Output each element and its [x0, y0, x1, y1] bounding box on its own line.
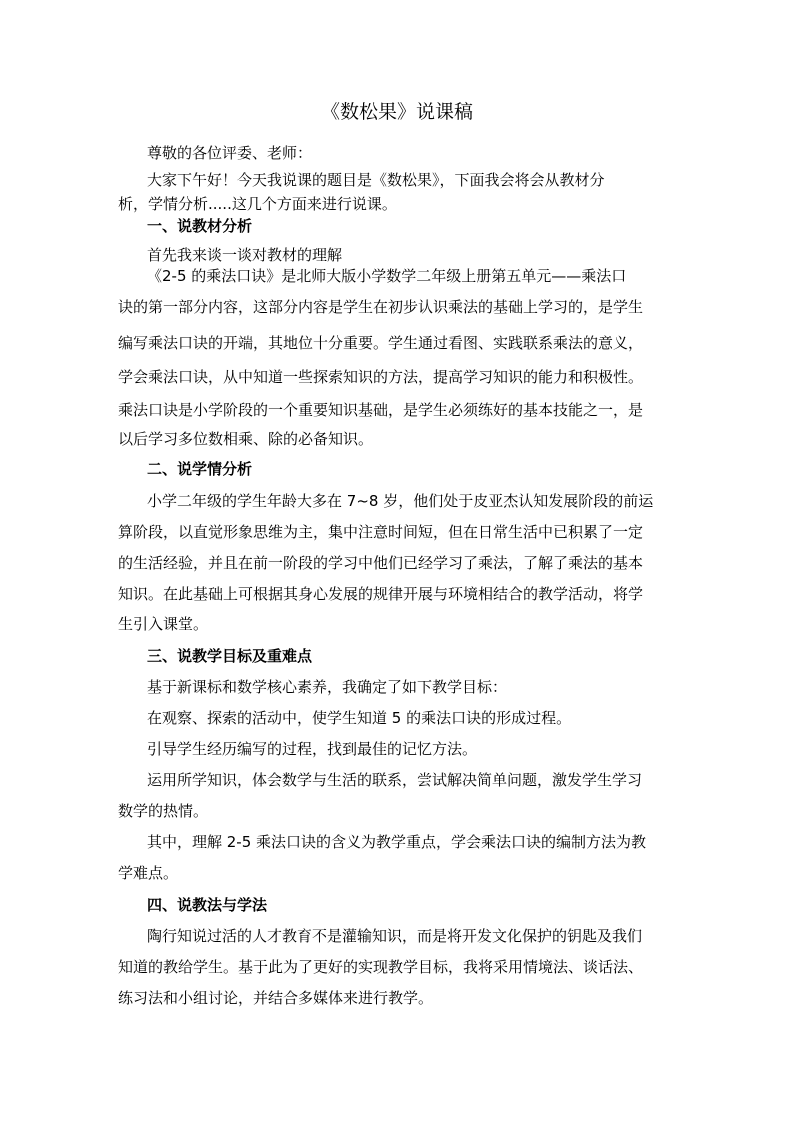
section-heading-4: 四、说教法与学法 [147, 896, 268, 914]
section-2-line-2: 算阶段，以直觉形象思维为主，集中注意时间短，但在日常生活中已积累了一定 [118, 523, 644, 541]
section-3-line-6: 其中，理解 2-5 乘法口诀的含义为教学重点，学会乘法口诀的编制方法为教 [147, 833, 647, 851]
section-1-line-1: 《2-5 的乘法口诀》是北师大版小学数学二年级上册第五单元——乘法口 [147, 267, 627, 285]
section-heading-2: 二、说学情分析 [147, 460, 253, 478]
section-3-line-1: 基于新课标和数学核心素养，我确定了如下教学目标： [147, 678, 508, 696]
section-4-line-2: 知道的教给学生。基于此为了更好的实现教学目标，我将采用情境法、谈话法、 [118, 958, 644, 976]
intro-line-1: 大家下午好！今天我说课的题目是《数松果》，下面我会将会从教材分 [147, 171, 605, 189]
page-title: 《数松果》说课稿 [320, 101, 473, 123]
section-1-line-4: 学会乘法口诀，从中知道一些探索知识的方法，提高学习知识的能力和积极性。 [118, 368, 644, 386]
section-2-line-4: 知识。在此基础上可根据其身心发展的规律开展与环境相结合的教学活动，将学 [118, 585, 644, 603]
section-3-line-7: 学难点。 [118, 864, 179, 882]
section-4-line-1: 陶行知说过活的人才教育不是灌输知识，而是将开发文化保护的钥匙及我们 [147, 927, 643, 945]
section-1-line-2: 诀的第一部分内容，这部分内容是学生在初步认识乘法的基础上学习的，是学生 [118, 298, 644, 316]
section-3-line-2: 在观察、探索的活动中，使学生知道 5 的乘法口诀的形成过程。 [147, 709, 572, 727]
section-heading-3: 三、说教学目标及重难点 [147, 647, 313, 665]
section-1-line-3: 编写乘法口诀的开端，其地位十分重要。学生通过看图、实践联系乘法的意义， [118, 334, 644, 352]
section-2-line-1: 小学二年级的学生年龄大多在 7~8 岁，他们处于皮亚杰认知发展阶段的前运 [147, 492, 654, 510]
greeting: 尊敬的各位评委、老师： [147, 144, 313, 162]
section-4-line-3: 练习法和小组讨论，并结合多媒体来进行教学。 [118, 989, 434, 1007]
section-3-line-4: 运用所学知识，体会数学与生活的联系，尝试解决简单问题，激发学生学习 [147, 771, 643, 789]
section-3-line-3: 引导学生经历编写的过程，找到最佳的记忆方法。 [147, 740, 478, 758]
intro-line-2: 析，学情分析.....这几个方面来进行说课。 [118, 195, 397, 213]
section-2-line-5: 生引入课堂。 [118, 615, 209, 633]
section-1-line-6: 以后学习多位数相乘、除的必备知识。 [118, 430, 374, 448]
section-3-line-5: 数学的热情。 [118, 802, 209, 820]
section-heading-1: 一、说教材分析 [147, 217, 253, 235]
section-1-line-5: 乘法口诀是小学阶段的一个重要知识基础，是学生必须练好的基本技能之一，是 [118, 401, 644, 419]
section-2-line-3: 的生活经验，并且在前一阶段的学习中他们已经学习了乘法，了解了乘法的基本 [118, 554, 644, 572]
section-1-lead: 首先我来谈一谈对教材的理解 [147, 246, 343, 264]
